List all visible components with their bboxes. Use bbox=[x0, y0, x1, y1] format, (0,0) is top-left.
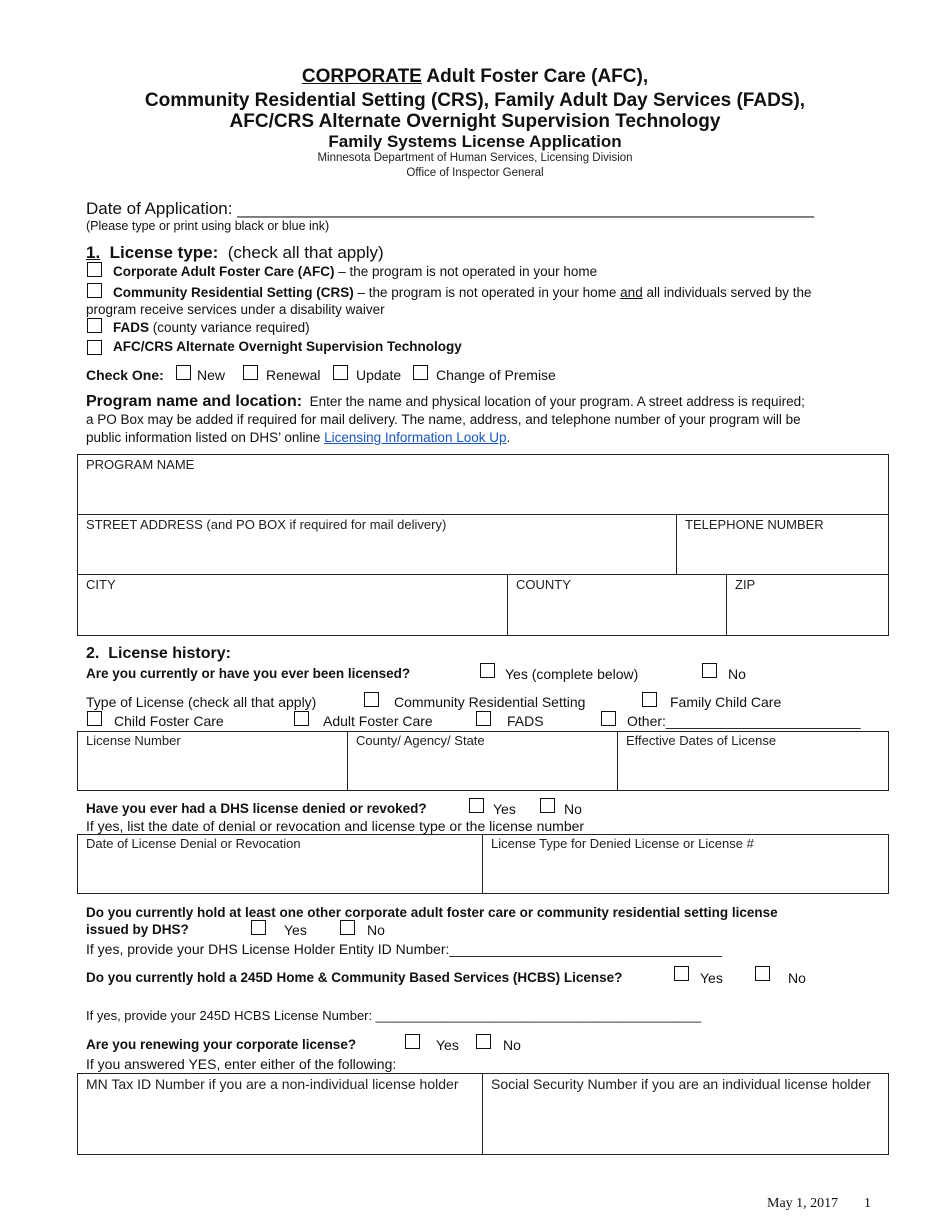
fads-checkbox[interactable] bbox=[87, 318, 102, 333]
child-foster-care-checkbox[interactable] bbox=[87, 711, 102, 726]
other-corporate-yes-checkbox[interactable] bbox=[251, 920, 266, 935]
licensed-no-checkbox[interactable] bbox=[702, 663, 717, 678]
other-corporate-license-question: Do you currently hold at least one other corporate adult foster care or community residential setting license bbox=[86, 905, 778, 920]
form-title-line-4: Family Systems License Application bbox=[328, 132, 622, 151]
new-label: New bbox=[197, 367, 226, 383]
section-2-heading: 2. License history: bbox=[86, 645, 231, 662]
fads-history-label: FADS bbox=[507, 713, 544, 729]
county-agency-state-field[interactable]: County/ Agency/ State bbox=[356, 733, 485, 748]
fads-option-label: FADS (county variance required) bbox=[113, 320, 310, 335]
afc-checkbox[interactable] bbox=[87, 262, 102, 277]
program-location-text-3: public information listed on DHS’ online Licensing Information Look Up. bbox=[86, 430, 511, 445]
hcbs-no-label: No bbox=[788, 970, 806, 986]
denied-note: If yes, list the date of denial or revocation and license type or the license number bbox=[86, 818, 585, 834]
licensed-yes-checkbox[interactable] bbox=[480, 663, 495, 678]
family-child-care-label: Family Child Care bbox=[670, 694, 782, 710]
section-1-heading: 1. License type: (check all that apply) bbox=[86, 243, 384, 262]
denial-date-field[interactable]: Date of License Denial or Revocation bbox=[86, 836, 301, 851]
other-corporate-yes-label: Yes bbox=[284, 922, 307, 938]
entity-id-field[interactable]: If yes, provide your DHS License Holder Entity ID Number:___________________________________ bbox=[86, 941, 722, 957]
adult-foster-care-label: Adult Foster Care bbox=[323, 713, 433, 729]
mn-tax-id-field[interactable]: MN Tax ID Number if you are a non-individual license holder bbox=[86, 1076, 459, 1092]
renewal-checkbox[interactable] bbox=[243, 365, 258, 380]
other-history-field[interactable]: Other:_________________________ bbox=[627, 713, 861, 729]
renewing-note: If you answered YES, enter either of the following: bbox=[86, 1056, 397, 1072]
denied-revoked-question: Have you ever had a DHS license denied or revoked? bbox=[86, 801, 427, 816]
other-corporate-no-checkbox[interactable] bbox=[340, 920, 355, 935]
form-title-line-1: CORPORATE Adult Foster Care (AFC), bbox=[301, 66, 649, 87]
renewing-yes-checkbox[interactable] bbox=[405, 1034, 420, 1049]
change-of-premise-checkbox[interactable] bbox=[413, 365, 428, 380]
renewing-no-checkbox[interactable] bbox=[476, 1034, 491, 1049]
denied-license-type-field[interactable]: License Type for Denied License or License # bbox=[491, 836, 754, 851]
license-number-field[interactable]: License Number bbox=[86, 733, 181, 748]
denied-yes-checkbox[interactable] bbox=[469, 798, 484, 813]
fads-history-checkbox[interactable] bbox=[476, 711, 491, 726]
ink-note: (Please type or print using black or blue ink) bbox=[86, 219, 330, 233]
ssn-field[interactable]: Social Security Number if you are an individual license holder bbox=[491, 1076, 871, 1092]
overnight-tech-checkbox[interactable] bbox=[87, 340, 102, 355]
adult-foster-care-checkbox[interactable] bbox=[294, 711, 309, 726]
crs-history-checkbox[interactable] bbox=[364, 692, 379, 707]
city-field[interactable]: CITY bbox=[86, 577, 116, 592]
licensing-lookup-link[interactable]: Licensing Information Look Up bbox=[324, 430, 507, 445]
form-title-line-3: AFC/CRS Alternate Overnight Supervision Technology bbox=[229, 111, 721, 132]
program-info-table bbox=[77, 454, 889, 636]
update-checkbox[interactable] bbox=[333, 365, 348, 380]
program-location-text-2: a PO Box may be added if required for mail delivery. The name, address, and telephone number of your program will be bbox=[86, 412, 801, 427]
afc-option-label: Corporate Adult Foster Care (AFC) – the program is not operated in your home bbox=[113, 264, 598, 279]
new-checkbox[interactable] bbox=[176, 365, 191, 380]
hcbs-license-number-field[interactable]: If yes, provide your 245D HCBS License Number: _____________________________________________ bbox=[86, 1008, 702, 1023]
agency-name: Minnesota Department of Human Services, Licensing Division bbox=[317, 152, 633, 164]
program-location-intro: Program name and location: Enter the name and physical location of your program. A street address is required; bbox=[86, 393, 805, 410]
program-name-field[interactable]: PROGRAM NAME bbox=[86, 457, 195, 472]
crs-option-continued: program receive services under a disability waiver bbox=[86, 302, 385, 317]
check-one-label: Check One: bbox=[86, 367, 164, 383]
licensed-question: Are you currently or have you ever been licensed? bbox=[86, 666, 411, 681]
telephone-field[interactable]: TELEPHONE NUMBER bbox=[685, 517, 824, 532]
licensed-yes-label: Yes (complete below) bbox=[505, 666, 639, 682]
licensed-no-label: No bbox=[728, 666, 746, 682]
hcbs-yes-checkbox[interactable] bbox=[674, 966, 689, 981]
denied-no-checkbox[interactable] bbox=[540, 798, 555, 813]
crs-checkbox[interactable] bbox=[87, 283, 102, 298]
effective-dates-field[interactable]: Effective Dates of License bbox=[626, 733, 777, 748]
denied-yes-label: Yes bbox=[493, 801, 516, 817]
zip-field[interactable]: ZIP bbox=[735, 577, 756, 592]
hcbs-no-checkbox[interactable] bbox=[755, 966, 770, 981]
overnight-tech-option-label: AFC/CRS Alternate Overnight Supervision Technology bbox=[113, 339, 462, 354]
hcbs-yes-label: Yes bbox=[700, 970, 723, 986]
renewal-label: Renewal bbox=[266, 367, 321, 383]
hcbs-license-question: Do you currently hold a 245D Home & Community Based Services (HCBS) License? bbox=[86, 970, 623, 985]
crs-option-label: Community Residential Setting (CRS) – the program is not operated in your home and all individuals served by the bbox=[113, 285, 812, 300]
child-foster-care-label: Child Foster Care bbox=[114, 713, 224, 729]
form-title-line-2: Community Residential Setting (CRS), Family Adult Day Services (FADS), bbox=[144, 90, 806, 111]
renewing-question: Are you renewing your corporate license? bbox=[86, 1037, 357, 1052]
denied-no-label: No bbox=[564, 801, 582, 817]
change-of-premise-label: Change of Premise bbox=[436, 367, 556, 383]
county-field[interactable]: COUNTY bbox=[516, 577, 571, 592]
street-address-field[interactable]: STREET ADDRESS (and PO BOX if required for mail delivery) bbox=[86, 517, 447, 532]
renewing-yes-label: Yes bbox=[436, 1037, 459, 1053]
renewing-no-label: No bbox=[503, 1037, 521, 1053]
page-number: 1 bbox=[864, 1196, 871, 1211]
family-child-care-checkbox[interactable] bbox=[642, 692, 657, 707]
other-history-checkbox[interactable] bbox=[601, 711, 616, 726]
other-corporate-license-question-2: issued by DHS? bbox=[86, 922, 189, 937]
footer-date: May 1, 2017 bbox=[767, 1196, 839, 1211]
type-of-license-label: Type of License (check all that apply) bbox=[86, 694, 317, 710]
other-corporate-no-label: No bbox=[367, 922, 385, 938]
date-of-application[interactable]: Date of Application: _____________________________________________________________ bbox=[86, 199, 814, 218]
update-label: Update bbox=[356, 367, 402, 383]
crs-history-label: Community Residential Setting bbox=[394, 694, 586, 710]
office-name: Office of Inspector General bbox=[406, 167, 544, 179]
